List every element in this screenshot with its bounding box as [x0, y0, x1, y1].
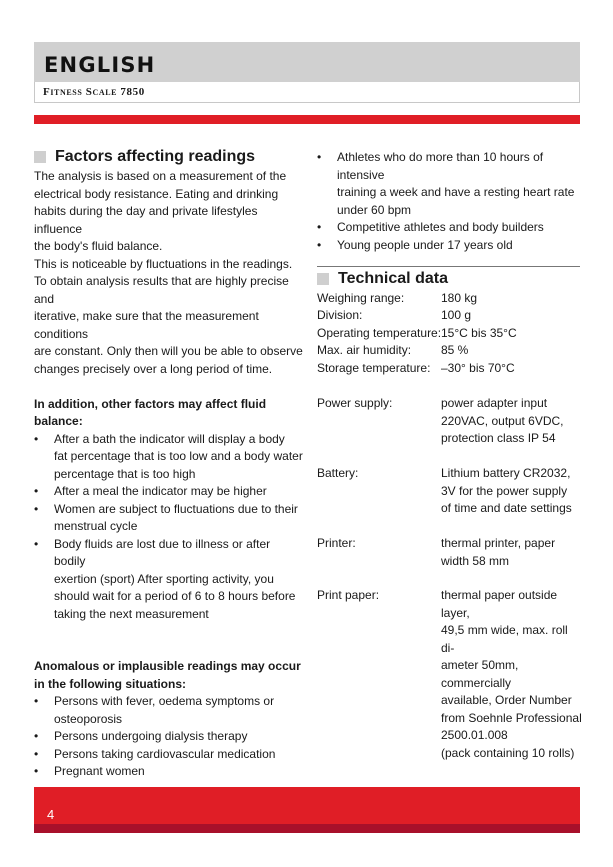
text-line: under 60 bpm	[337, 202, 412, 217]
text-line: • Persons taking cardiovascular medication	[54, 746, 276, 761]
text-line: are constant. Only then will you be able to observe	[34, 344, 303, 358]
left-column	[34, 147, 304, 781]
section-title: Technical data	[338, 270, 448, 287]
text-line: protection class IP 54	[441, 431, 556, 445]
list-item	[317, 219, 583, 237]
text-line: ameter 50mm, commercially	[441, 658, 519, 690]
spec-row	[317, 325, 580, 343]
text-line: of time and date settings	[441, 501, 572, 515]
anomalous-list	[34, 693, 304, 781]
text-line: power adapter input	[441, 396, 548, 410]
text-line: thermal printer, paper	[441, 536, 556, 550]
anomalous-heading	[34, 658, 304, 693]
spec-label: Weighing range:	[317, 291, 405, 305]
text-line: This is noticeable by fluctuations in the readings.	[34, 256, 293, 271]
footer-dark-band	[34, 824, 580, 833]
spec-row	[317, 465, 580, 518]
text-line: Anomalous or implausible readings may occur	[34, 659, 301, 673]
factors-heading	[34, 396, 304, 431]
spec-row	[317, 290, 580, 308]
text-line: from Soehnle Professional	[441, 710, 582, 725]
spec-value	[441, 465, 583, 518]
spec-value: 100 g	[441, 308, 472, 322]
list-item	[34, 693, 304, 728]
list-item	[34, 431, 304, 484]
spec-value	[441, 395, 583, 448]
text-line: osteoporosis	[54, 711, 123, 726]
text-line: available, Order Number	[441, 693, 572, 707]
text-line: balance:	[34, 414, 83, 428]
text-line: In addition, other factors may affect fluid	[34, 396, 267, 411]
spec-value: 180 kg	[441, 291, 478, 305]
spec-label: Power supply:	[317, 396, 393, 410]
spec-row	[317, 307, 580, 325]
text-line: The analysis is based on a measurement of the	[34, 169, 287, 183]
list-item	[317, 237, 583, 255]
text-line: • Persons with fever, oedema symptoms or	[54, 694, 275, 708]
spec-row	[317, 587, 582, 760]
text-line: electrical body resistance. Eating and drinking	[34, 186, 279, 201]
text-line: iterative, make sure that the measurement conditions	[34, 309, 259, 341]
spec-label: Max. air humidity:	[317, 343, 412, 357]
text-line: the body's fluid balance.	[34, 239, 163, 253]
text-line: 2500.01.008	[441, 728, 508, 742]
text-line: 3V for the power supply	[441, 483, 568, 498]
spec-value	[441, 587, 583, 762]
spec-label: Print paper:	[317, 588, 380, 602]
product-name-bar	[34, 82, 580, 103]
text-line: Lithium battery CR2032,	[441, 466, 571, 480]
text-line: • After a meal the indicator may be higher	[54, 484, 267, 498]
text-line: habits during the day and private lifestyles influence	[34, 204, 258, 236]
spec-label: Battery:	[317, 466, 359, 480]
list-item	[34, 763, 304, 781]
spec-label: Printer:	[317, 536, 356, 550]
spec-label: Division:	[317, 308, 363, 322]
technical-heading-wrap	[317, 269, 580, 290]
text-line: should wait for a period of 6 to 8 hours before	[54, 589, 296, 603]
spec-row	[317, 342, 580, 360]
list-item	[317, 149, 583, 219]
text-line: • Body fluids are lost due to illness or after bodily	[54, 536, 271, 568]
text-line: width 58 mm	[441, 553, 510, 568]
text-line: percentage that is too high	[54, 466, 196, 481]
text-line: • Women are subject to fluctuations due to their	[54, 501, 298, 516]
right-column-bullets	[317, 149, 583, 254]
text-line: • After a bath the indicator will display a body	[54, 431, 285, 446]
list-item	[34, 483, 304, 501]
text-line: training a week and have a resting heart rate	[337, 185, 575, 199]
athletes-list	[317, 149, 583, 254]
section-heading-technical	[317, 269, 580, 289]
text-line: • Persons undergoing dialysis therapy	[54, 729, 248, 743]
text-line: fat percentage that is too low and a body water	[54, 449, 303, 463]
spec-row	[317, 360, 580, 378]
square-bullet-icon	[34, 151, 46, 163]
spec-label: Storage temperature:	[317, 361, 431, 375]
page-number: 4	[47, 807, 55, 822]
spec-label: Operating temperature:	[317, 326, 442, 340]
text-line: (pack containing 10 rolls)	[441, 745, 575, 760]
text-line: exertion (sport) After sporting activity, you	[54, 571, 274, 586]
spec-value: 15°C bis 35°C	[441, 326, 517, 340]
text-line: • Young people under 17 years old	[337, 237, 513, 252]
spec-value: 85 %	[441, 343, 469, 357]
list-item	[34, 501, 304, 536]
spec-row	[317, 535, 580, 571]
spec-value	[441, 535, 583, 570]
text-line: taking the next measurement	[54, 606, 209, 621]
list-item	[34, 536, 304, 624]
section-heading-factors	[34, 147, 304, 167]
text-line: • Competitive athletes and body builders	[337, 220, 544, 234]
header-red-bar	[34, 115, 580, 124]
list-item	[34, 728, 304, 746]
list-item	[34, 746, 304, 764]
section-title: Factors affecting readings	[55, 148, 256, 165]
spec-row	[317, 395, 580, 448]
text-line: changes precisely over a long period of time.	[34, 361, 273, 376]
page-header	[34, 42, 580, 82]
product-name: Fitness Scale 7850	[43, 86, 145, 98]
text-line: menstrual cycle	[54, 519, 138, 533]
page-footer	[34, 787, 580, 824]
section-divider	[317, 266, 580, 267]
spec-value: –30° bis 70°C	[441, 361, 515, 375]
text-line: • Pregnant women	[54, 764, 145, 778]
text-line: in the following situations:	[34, 676, 186, 691]
language-title: ENGLISH	[44, 53, 156, 77]
text-line: 49,5 mm wide, max. roll di-	[441, 623, 568, 655]
text-line: • Athletes who do more than 10 hours of intensive	[337, 150, 544, 182]
intro-paragraph	[34, 168, 304, 378]
factors-list	[34, 431, 304, 624]
text-line: To obtain analysis results that are highly precise and	[34, 274, 289, 306]
square-bullet-icon	[317, 273, 329, 285]
text-line: thermal paper outside layer,	[441, 588, 558, 620]
text-line: 220VAC, output 6VDC,	[441, 413, 564, 428]
